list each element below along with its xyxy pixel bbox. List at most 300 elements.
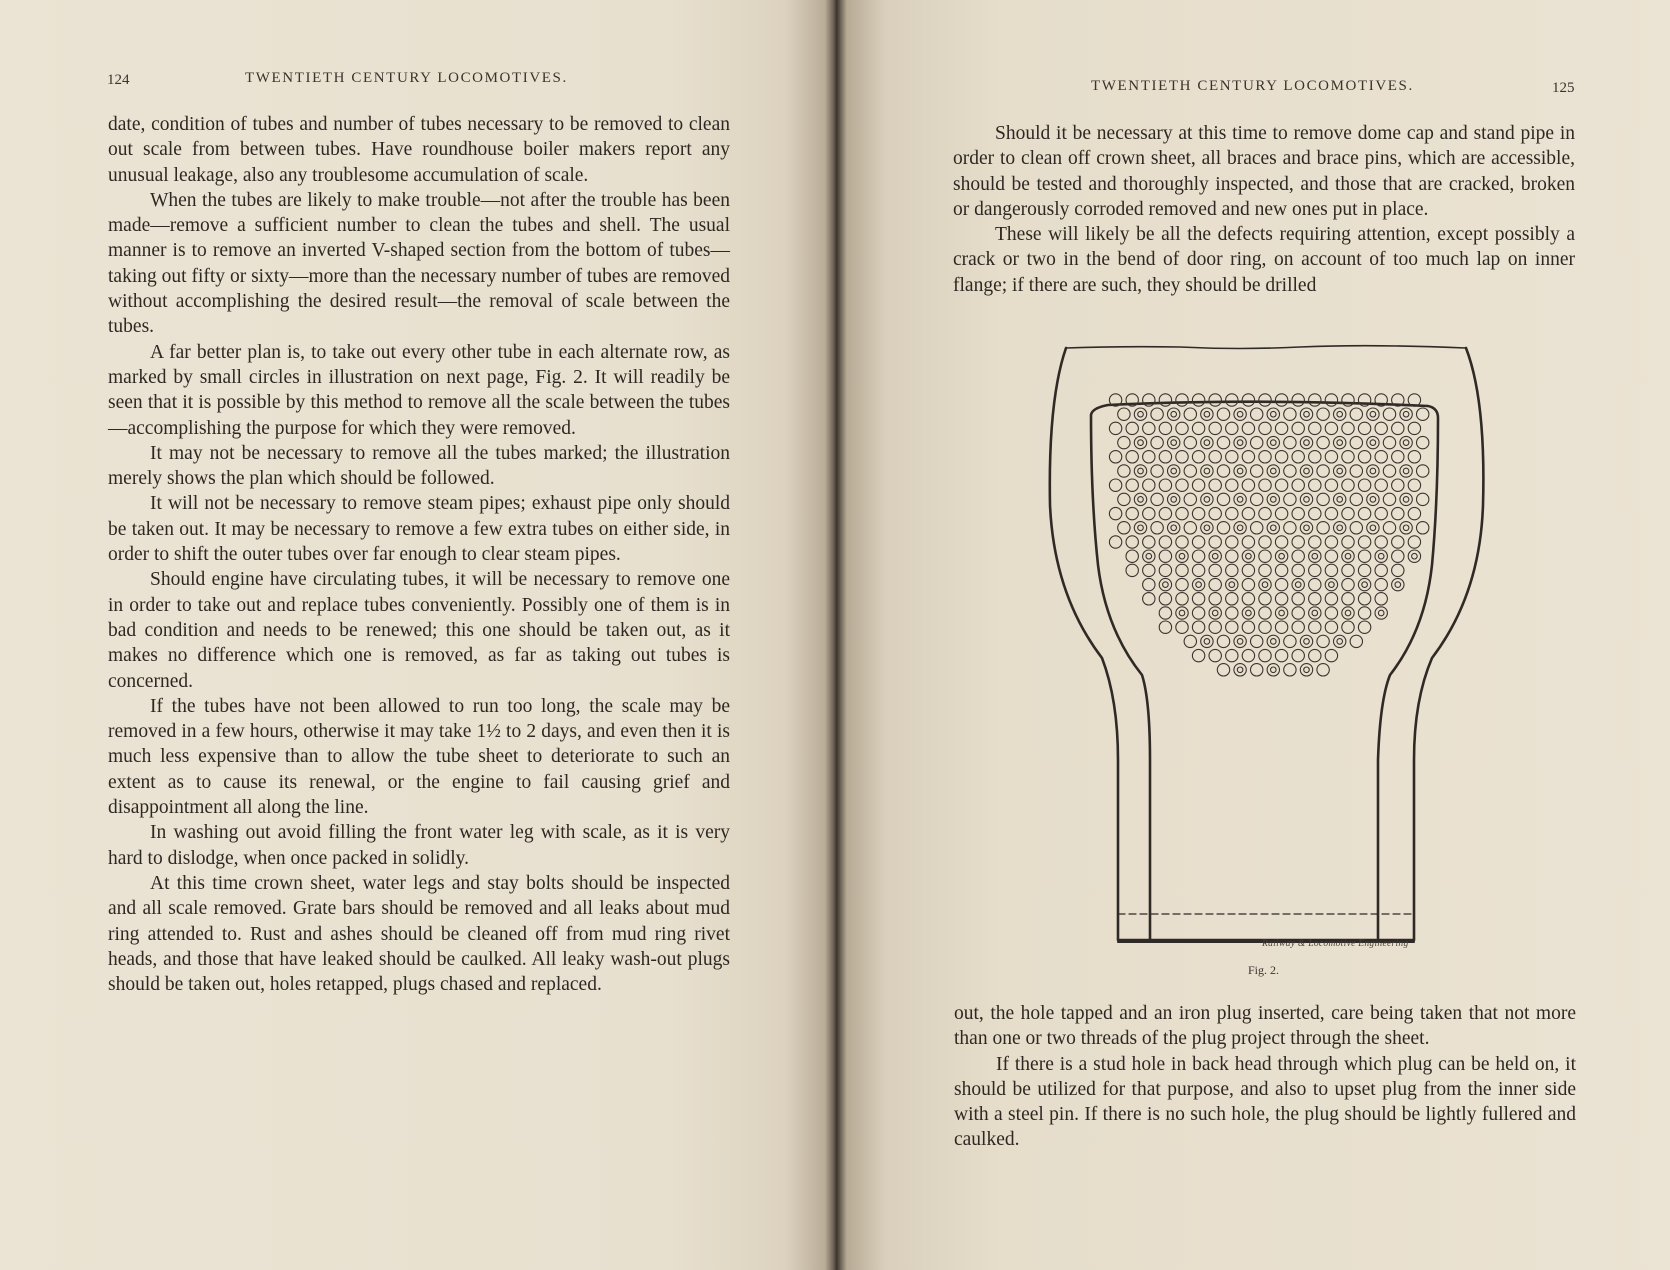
tube-holes (1109, 394, 1429, 676)
tube-hole (1234, 436, 1246, 448)
tube-hole (1375, 578, 1387, 590)
tube-hole (1226, 578, 1238, 590)
tube-hole (1383, 465, 1395, 477)
tube-hole (1309, 422, 1321, 434)
tube-hole (1176, 536, 1188, 548)
tube-marked (1370, 440, 1376, 446)
tube-hole (1292, 394, 1304, 406)
tube-hole (1334, 522, 1346, 534)
tube-hole (1192, 621, 1204, 633)
tube-hole (1109, 507, 1121, 519)
tube-hole (1275, 394, 1287, 406)
tube-hole (1292, 578, 1304, 590)
tube-hole (1375, 422, 1387, 434)
tube-hole (1109, 451, 1121, 463)
tube-hole (1134, 436, 1146, 448)
tube-marked (1337, 525, 1343, 531)
tube-marked (1204, 639, 1210, 645)
tube-hole (1342, 621, 1354, 633)
tube-hole (1251, 493, 1263, 505)
tube-hole (1309, 394, 1321, 406)
tube-hole (1342, 578, 1354, 590)
tube-marked (1337, 440, 1343, 446)
tube-hole (1383, 522, 1395, 534)
tube-hole (1284, 493, 1296, 505)
tube-hole (1358, 536, 1370, 548)
tube-hole (1226, 550, 1238, 562)
tube-hole (1209, 394, 1221, 406)
tube-hole (1226, 607, 1238, 619)
tube-marked (1138, 468, 1144, 474)
tube-hole (1118, 408, 1130, 420)
tube-hole (1400, 408, 1412, 420)
tube-marked (1204, 468, 1210, 474)
left-page (0, 0, 830, 1270)
tube-hole (1342, 394, 1354, 406)
tube-hole (1292, 536, 1304, 548)
tube-hole (1251, 635, 1263, 647)
tube-hole (1226, 536, 1238, 548)
paragraph: Should engine have circulating tubes, it will be necessary to remove one in order to take out and replace tubes conveniently. Possibly one of them is in bad condition and needs to be renewed; this one should be taken out, as it makes no difference which one is removed, as far as taking out tubes is concerned. (108, 569, 730, 692)
tube-marked (1237, 468, 1243, 474)
tube-hole (1275, 550, 1287, 562)
tube-hole (1226, 564, 1238, 576)
tube-hole (1176, 564, 1188, 576)
tube-hole (1168, 408, 1180, 420)
tube-marked (1403, 440, 1409, 446)
tube-marked (1370, 411, 1376, 417)
tube-hole (1184, 408, 1196, 420)
tube-hole (1358, 422, 1370, 434)
tube-hole (1292, 593, 1304, 605)
tube-hole (1126, 422, 1138, 434)
tube-hole (1201, 436, 1213, 448)
tube-hole (1126, 536, 1138, 548)
tube-hole (1159, 479, 1171, 491)
tube-hole (1400, 522, 1412, 534)
tube-hole (1300, 664, 1312, 676)
tube-hole (1334, 436, 1346, 448)
tube-hole (1184, 522, 1196, 534)
tube-hole (1143, 507, 1155, 519)
tube-hole (1358, 479, 1370, 491)
tube-hole (1259, 607, 1271, 619)
tube-hole (1118, 522, 1130, 534)
tube-hole (1309, 451, 1321, 463)
tube-marked (1271, 667, 1277, 673)
tube-hole (1350, 408, 1362, 420)
tube-hole (1259, 422, 1271, 434)
tube-hole (1367, 408, 1379, 420)
tube-hole (1134, 465, 1146, 477)
tube-hole (1259, 593, 1271, 605)
tube-marked (1171, 497, 1177, 503)
tube-marked (1312, 610, 1318, 616)
tube-hole (1209, 550, 1221, 562)
tube-hole (1342, 422, 1354, 434)
tube-hole (1292, 550, 1304, 562)
tube-hole (1275, 621, 1287, 633)
tube-hole (1192, 479, 1204, 491)
tube-hole (1251, 522, 1263, 534)
tube-hole (1342, 607, 1354, 619)
tube-hole (1367, 522, 1379, 534)
tube-hole (1267, 635, 1279, 647)
page-number: 124 (107, 72, 130, 88)
tube-hole (1400, 493, 1412, 505)
tube-hole (1325, 649, 1337, 661)
tube-hole (1408, 550, 1420, 562)
paragraph: Should it be necessary at this time to remove dome cap and stand pipe in order to clean off crown sheet, all braces and brace pins, which are accessible, should be tested and thoroughly inspected, and those that are cracked, broken or dangerously corroded removed and new ones put in place. (953, 123, 1575, 220)
tube-hole (1342, 451, 1354, 463)
tube-hole (1251, 465, 1263, 477)
tube-hole (1317, 493, 1329, 505)
tube-hole (1309, 479, 1321, 491)
tube-hole (1226, 479, 1238, 491)
tube-hole (1309, 578, 1321, 590)
tube-marked (1229, 582, 1235, 588)
tube-hole (1192, 451, 1204, 463)
running-head: TWENTIETH CENTURY LOCOMOTIVES. (245, 70, 568, 86)
tube-hole (1358, 564, 1370, 576)
tube-hole (1159, 507, 1171, 519)
tube-hole (1317, 635, 1329, 647)
tube-hole (1342, 536, 1354, 548)
tube-hole (1159, 621, 1171, 633)
tube-hole (1109, 536, 1121, 548)
tube-marked (1304, 525, 1310, 531)
tube-hole (1317, 664, 1329, 676)
tube-marked (1237, 497, 1243, 503)
tube-hole (1267, 408, 1279, 420)
tube-marked (1163, 582, 1169, 588)
tube-hole (1342, 550, 1354, 562)
tube-hole (1242, 578, 1254, 590)
tube-hole (1309, 507, 1321, 519)
tube-hole (1350, 635, 1362, 647)
tube-hole (1143, 578, 1155, 590)
tube-marked (1304, 497, 1310, 503)
tube-hole (1242, 394, 1254, 406)
tube-hole (1209, 536, 1221, 548)
tube-marked (1337, 497, 1343, 503)
tube-marked (1279, 610, 1285, 616)
tube-hole (1159, 564, 1171, 576)
tube-marked (1271, 411, 1277, 417)
tube-marked (1403, 411, 1409, 417)
tube-hole (1143, 550, 1155, 562)
tube-hole (1151, 408, 1163, 420)
tube-hole (1209, 578, 1221, 590)
tube-marked (1370, 497, 1376, 503)
tube-hole (1192, 550, 1204, 562)
tube-hole (1192, 578, 1204, 590)
tube-hole (1259, 578, 1271, 590)
figure-credit: Railway & Locomotive Engineering (1262, 939, 1409, 949)
tube-hole (1217, 408, 1229, 420)
tube-hole (1151, 522, 1163, 534)
tube-hole (1209, 621, 1221, 633)
tube-marked (1146, 553, 1152, 559)
running-head: TWENTIETH CENTURY LOCOMOTIVES. (1091, 78, 1414, 94)
paragraph: out, the hole tapped and an iron plug inserted, care being taken that not more than one or two threads of the plug project through the sheet. (954, 1003, 1576, 1050)
tube-hole (1176, 550, 1188, 562)
tube-hole (1159, 578, 1171, 590)
tube-hole (1176, 578, 1188, 590)
tube-marked (1304, 468, 1310, 474)
tube-sheet-figure (1040, 340, 1520, 950)
tube-hole (1375, 550, 1387, 562)
tube-hole (1176, 422, 1188, 434)
tube-hole (1192, 649, 1204, 661)
tube-hole (1259, 536, 1271, 548)
tube-hole (1192, 607, 1204, 619)
tube-marked (1246, 610, 1252, 616)
tube-hole (1392, 550, 1404, 562)
tube-marked (1237, 639, 1243, 645)
tube-hole (1325, 394, 1337, 406)
tube-marked (1271, 525, 1277, 531)
tube-marked (1304, 440, 1310, 446)
tube-marked (1337, 411, 1343, 417)
tube-hole (1242, 550, 1254, 562)
tube-hole (1284, 436, 1296, 448)
tube-marked (1171, 468, 1177, 474)
tube-hole (1300, 408, 1312, 420)
tube-hole (1234, 493, 1246, 505)
tube-marked (1304, 639, 1310, 645)
tube-hole (1334, 493, 1346, 505)
tube-hole (1417, 465, 1429, 477)
tube-hole (1259, 394, 1271, 406)
tube-hole (1217, 493, 1229, 505)
tube-marked (1403, 497, 1409, 503)
tube-hole (1267, 664, 1279, 676)
tube-marked (1204, 440, 1210, 446)
tube-marked (1370, 525, 1376, 531)
tube-hole (1325, 550, 1337, 562)
tube-hole (1292, 564, 1304, 576)
tube-hole (1251, 408, 1263, 420)
paragraph: A far better plan is, to take out every other tube in each alternate row, as marked by small circles in illustration on next page, Fig. 2. It will readily be seen that it is possible by this method to remove all the scale between the tubes—accomplishing the purpose for which they were removed. (108, 341, 730, 439)
tube-hole (1126, 507, 1138, 519)
tube-hole (1358, 451, 1370, 463)
paragraph: If the tubes have not been allowed to run too long, the scale may be removed in a few hours, otherwise it may take 1½ to 2 days, and even then it is much less expensive than to allow the tube sheet to deteriorate to such an extent as to cause its renewal, or the engine to fail causing grief and disappointment all along the line. (108, 695, 730, 819)
tube-hole (1192, 507, 1204, 519)
paragraph: It may not be necessary to remove all the tubes marked; the illustration merely shows the plan which should be followed. (108, 442, 730, 490)
tube-hole (1358, 578, 1370, 590)
tube-hole (1350, 436, 1362, 448)
tube-hole (1275, 607, 1287, 619)
tube-hole (1217, 635, 1229, 647)
tube-hole (1192, 422, 1204, 434)
tube-hole (1217, 436, 1229, 448)
tube-marked (1204, 525, 1210, 531)
tube-hole (1392, 564, 1404, 576)
outer-shell-outline (1050, 348, 1484, 940)
tube-hole (1367, 436, 1379, 448)
tube-marked (1403, 525, 1409, 531)
tube-hole (1275, 649, 1287, 661)
tube-hole (1292, 649, 1304, 661)
tube-hole (1392, 479, 1404, 491)
tube-hole (1367, 493, 1379, 505)
tube-hole (1408, 422, 1420, 434)
tube-hole (1134, 493, 1146, 505)
tube-marked (1271, 468, 1277, 474)
tube-hole (1226, 394, 1238, 406)
tube-hole (1242, 422, 1254, 434)
tube-hole (1176, 593, 1188, 605)
tube-hole (1408, 507, 1420, 519)
tube-marked (1304, 411, 1310, 417)
tube-hole (1267, 465, 1279, 477)
tube-hole (1143, 536, 1155, 548)
tube-hole (1209, 607, 1221, 619)
right-page-body-bottom (954, 1001, 1576, 1153)
tube-hole (1417, 408, 1429, 420)
tube-hole (1358, 550, 1370, 562)
tube-marked (1403, 468, 1409, 474)
tube-hole (1109, 422, 1121, 434)
tube-marked (1212, 553, 1218, 559)
tube-hole (1242, 536, 1254, 548)
tube-hole (1209, 422, 1221, 434)
tube-hole (1226, 593, 1238, 605)
tube-hole (1159, 394, 1171, 406)
tube-hole (1292, 607, 1304, 619)
tube-hole (1259, 621, 1271, 633)
paragraph: date, condition of tubes and number of tubes necessary to be removed to clean out scale from between tubes. Have roundhouse boiler makers report any unusual leakage, also any troublesome accumulation of scale. (108, 114, 730, 186)
tube-hole (1292, 621, 1304, 633)
tube-hole (1126, 451, 1138, 463)
tube-hole (1309, 564, 1321, 576)
tube-hole (1184, 635, 1196, 647)
tube-hole (1309, 550, 1321, 562)
figure-label: Fig. 2. (1248, 963, 1280, 977)
tube-hole (1417, 436, 1429, 448)
tube-hole (1109, 479, 1121, 491)
tube-hole (1134, 408, 1146, 420)
paragraph: It will not be necessary to remove steam pipes; exhaust pipe only should be taken out. It may be necessary to remove a few extra tubes on either side, in order to shift the outer tubes over far enough to clear steam pipes. (108, 493, 730, 566)
tube-marked (1138, 411, 1144, 417)
tube-hole (1325, 564, 1337, 576)
tube-hole (1242, 593, 1254, 605)
tube-hole (1168, 493, 1180, 505)
tube-marked (1362, 582, 1368, 588)
tube-hole (1209, 451, 1221, 463)
tube-hole (1251, 664, 1263, 676)
tube-hole (1408, 451, 1420, 463)
tube-hole (1126, 479, 1138, 491)
tube-hole (1375, 507, 1387, 519)
tube-hole (1334, 408, 1346, 420)
tube-hole (1300, 522, 1312, 534)
tube-hole (1259, 564, 1271, 576)
tube-hole (1317, 522, 1329, 534)
tube-hole (1201, 493, 1213, 505)
tube-hole (1259, 451, 1271, 463)
tube-hole (1300, 493, 1312, 505)
tube-hole (1242, 621, 1254, 633)
tube-hole (1201, 408, 1213, 420)
tube-marked (1304, 667, 1310, 673)
tube-hole (1209, 593, 1221, 605)
tube-marked (1279, 553, 1285, 559)
tube-hole (1325, 451, 1337, 463)
tube-hole (1143, 479, 1155, 491)
tube-hole (1275, 578, 1287, 590)
tube-hole (1209, 479, 1221, 491)
tube-hole (1300, 635, 1312, 647)
tube-hole (1275, 507, 1287, 519)
tube-hole (1184, 465, 1196, 477)
tube-hole (1242, 564, 1254, 576)
tube-marked (1395, 582, 1401, 588)
tube-hole (1392, 451, 1404, 463)
tube-hole (1176, 479, 1188, 491)
tube-marked (1171, 525, 1177, 531)
tube-marked (1378, 553, 1384, 559)
tube-marked (1246, 553, 1252, 559)
tube-hole (1143, 593, 1155, 605)
tube-hole (1392, 578, 1404, 590)
tube-hole (1226, 422, 1238, 434)
tube-hole (1400, 465, 1412, 477)
tube-hole (1226, 507, 1238, 519)
tube-marked (1345, 553, 1351, 559)
tube-hole (1251, 436, 1263, 448)
tube-hole (1334, 635, 1346, 647)
tube-hole (1292, 507, 1304, 519)
tube-hole (1126, 564, 1138, 576)
tube-hole (1159, 550, 1171, 562)
tube-marked (1179, 610, 1185, 616)
tube-marked (1378, 610, 1384, 616)
tube-hole (1350, 493, 1362, 505)
tube-hole (1209, 649, 1221, 661)
tube-hole (1151, 493, 1163, 505)
tube-marked (1138, 440, 1144, 446)
tube-marked (1262, 582, 1268, 588)
tube-hole (1284, 522, 1296, 534)
tube-hole (1118, 465, 1130, 477)
tube-hole (1325, 479, 1337, 491)
tube-hole (1118, 493, 1130, 505)
tube-hole (1159, 536, 1171, 548)
tube-hole (1267, 493, 1279, 505)
tube-marked (1295, 582, 1301, 588)
tube-hole (1383, 408, 1395, 420)
tube-marked (1345, 610, 1351, 616)
tube-hole (1242, 507, 1254, 519)
tube-hole (1259, 507, 1271, 519)
tube-hole (1325, 621, 1337, 633)
tube-hole (1242, 607, 1254, 619)
tube-hole (1217, 465, 1229, 477)
tube-hole (1234, 664, 1246, 676)
tube-hole (1383, 493, 1395, 505)
tube-hole (1201, 635, 1213, 647)
tube-hole (1392, 536, 1404, 548)
tube-hole (1375, 593, 1387, 605)
tube-hole (1259, 479, 1271, 491)
tube-hole (1392, 507, 1404, 519)
tube-hole (1259, 649, 1271, 661)
tube-hole (1375, 479, 1387, 491)
tube-hole (1309, 536, 1321, 548)
tube-hole (1309, 593, 1321, 605)
